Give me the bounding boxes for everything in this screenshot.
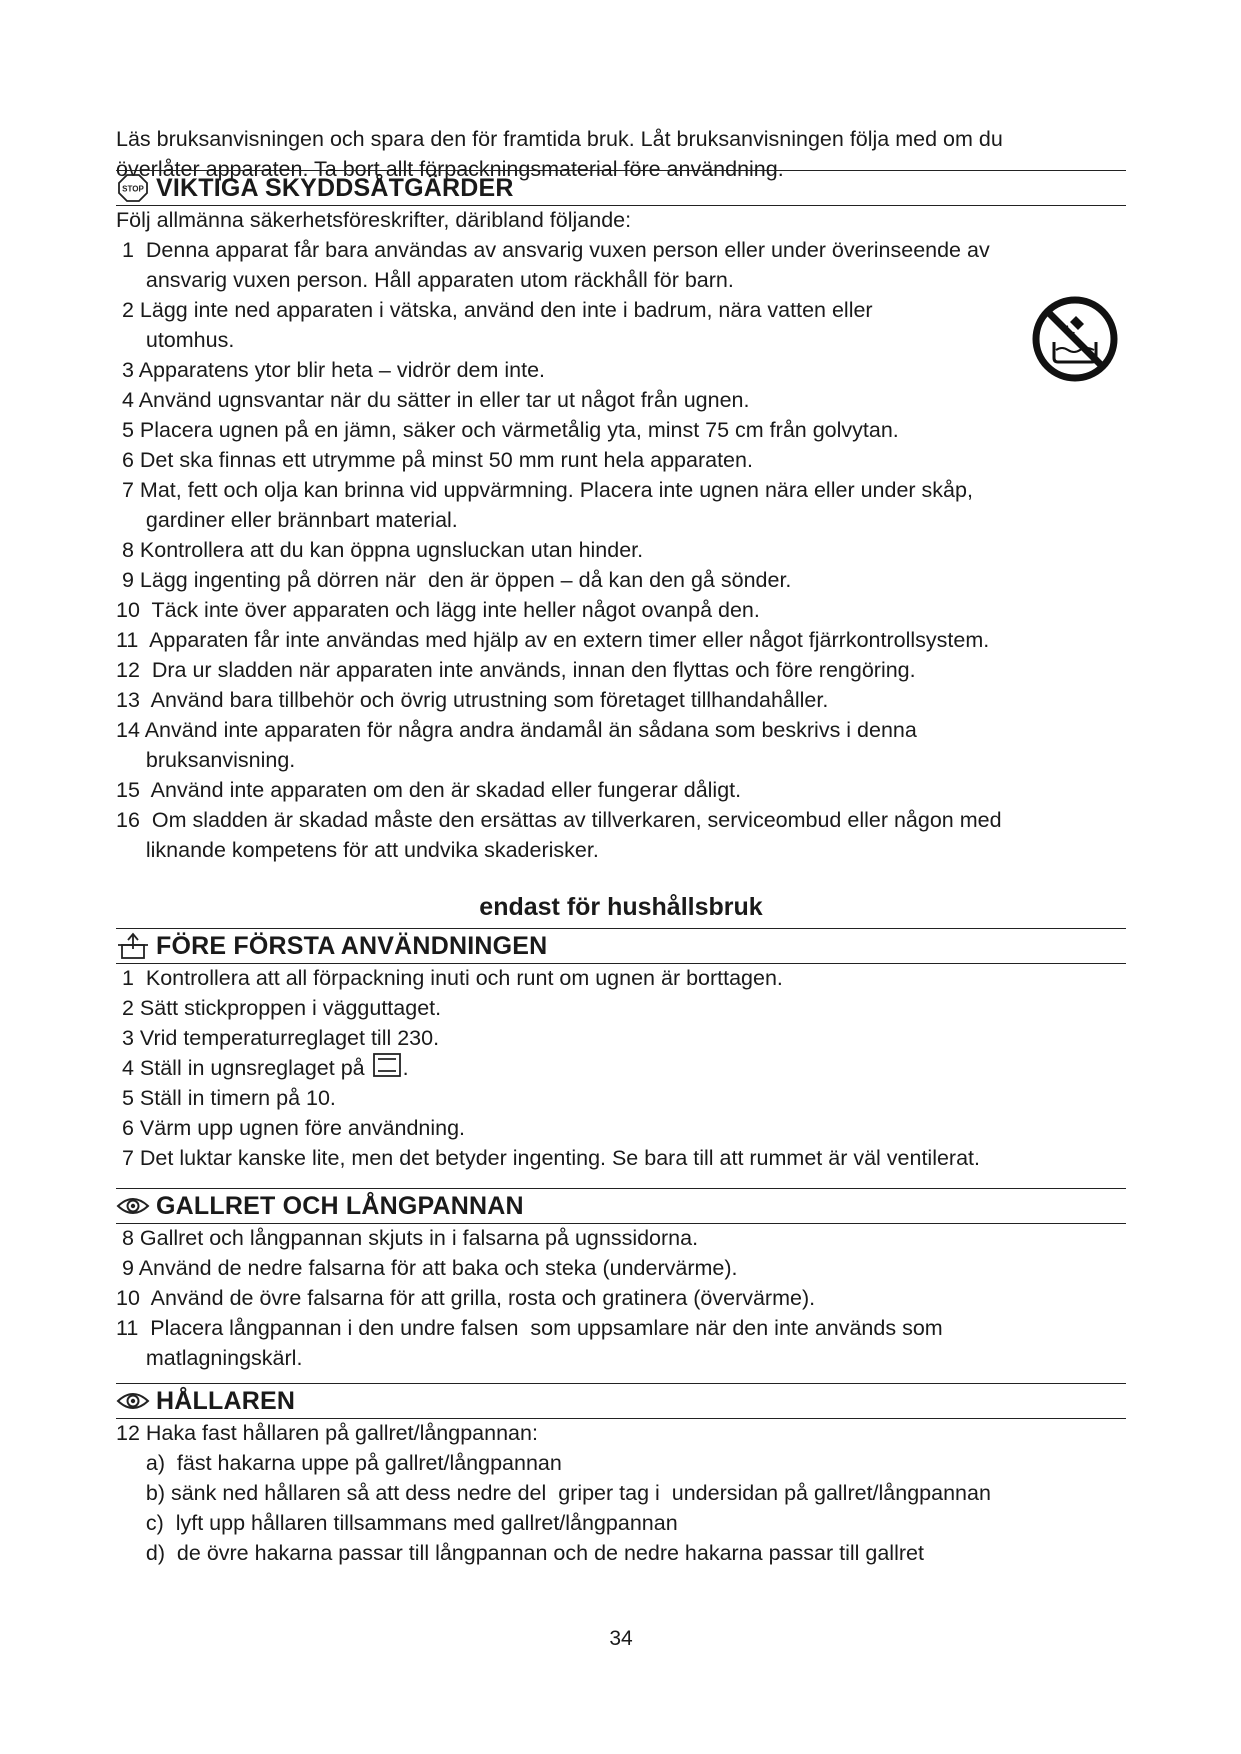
section-title: GALLRET OCH LÅNGPANNAN — [156, 1191, 524, 1220]
household-use-note: endast för hushållsbruk — [479, 893, 763, 921]
list-item: b) sänk ned hållaren så att dess nedre del griper tag i undersidan på gallret/långpannan — [116, 1481, 991, 1505]
list-item: 1 Denna apparat får bara användas av ansvarig vuxen person eller under överinseende av — [116, 238, 990, 262]
list-item: c) lyft upp hållaren tillsammans med gallret/långpannan — [116, 1511, 678, 1535]
first-use-list — [116, 963, 1126, 1173]
section-heading-safety — [116, 170, 1126, 206]
list-item: d) de övre hakarna passar till långpannan och de nedre hakarna passar till gallret — [116, 1541, 924, 1565]
section-title: FÖRE FÖRSTA ANVÄNDNINGEN — [156, 931, 548, 960]
list-item: a) fäst hakarna uppe på gallret/långpannan — [116, 1451, 562, 1475]
eye-icon — [116, 1192, 150, 1220]
list-item: 5 Ställ in timern på 10. — [116, 1086, 336, 1110]
list-item: 13 Använd bara tillbehör och övrig utrustning som företaget tillhandahåller. — [116, 688, 829, 712]
section-heading-rack — [116, 1188, 1126, 1224]
list-item: 7 Mat, fett och olja kan brinna vid uppvärmning. Placera inte ugnen nära eller under skåp, — [116, 478, 973, 502]
list-item: 8 Kontrollera att du kan öppna ugnsluckan utan hinder. — [116, 538, 644, 562]
list-item: 6 Det ska finnas ett utrymme på minst 50 mm runt hela apparaten. — [116, 448, 753, 472]
rack-list — [116, 1223, 1126, 1373]
list-item: utomhus. — [116, 328, 235, 352]
oven-both-heaters-icon — [373, 1053, 401, 1085]
list-item: 12 Haka fast hållaren på gallret/långpannan: — [116, 1421, 538, 1445]
holder-list — [116, 1418, 1126, 1568]
list-item: 11 Placera långpannan i den undre falsen som uppsamlare när den inte används som — [116, 1316, 943, 1340]
list-item-text: . — [402, 1056, 409, 1080]
list-item: 9 Använd de nedre falsarna för att baka och steka (undervärme). — [116, 1256, 738, 1280]
unpack-box-icon — [116, 932, 150, 960]
list-item: bruksanvisning. — [116, 748, 296, 772]
list-item: 15 Använd inte apparaten om den är skadad eller fungerar dåligt. — [116, 778, 742, 802]
list-item: gardiner eller brännbart material. — [116, 508, 458, 532]
safety-list — [116, 205, 1126, 865]
section-heading-holder — [116, 1383, 1126, 1419]
list-item: 2 Lägg inte ned apparaten i vätska, använd den inte i badrum, nära vatten eller — [116, 298, 873, 322]
list-item: 3 Apparatens ytor blir heta – vidrör dem inte. — [116, 358, 546, 382]
no-water-icon — [1032, 296, 1118, 382]
lead-text: Följ allmänna säkerhetsföreskrifter, däribland följande: — [116, 208, 632, 232]
list-item — [116, 1053, 1126, 1083]
list-item: 8 Gallret och långpannan skjuts in i falsarna på ugnssidorna. — [116, 1226, 699, 1250]
list-item: 1 Kontrollera att all förpackning inuti och runt om ugnen är borttagen. — [116, 966, 783, 990]
list-item-text: 4 Ställ in ugnsreglaget på — [116, 1056, 365, 1080]
stop-sign-icon — [116, 174, 150, 202]
svg-text:STOP: STOP — [122, 184, 144, 194]
list-item: 16 Om sladden är skadad måste den ersättas av tillverkaren, serviceombud eller någon med — [116, 808, 1002, 832]
page-number: 34 — [609, 1627, 633, 1650]
list-item: 12 Dra ur sladden när apparaten inte används, innan den flyttas och före rengöring. — [116, 658, 916, 682]
list-item: 14 Använd inte apparaten för några andra ändamål än sådana som beskrivs i denna — [116, 718, 917, 742]
list-item: 2 Sätt stickproppen i vägguttaget. — [116, 996, 442, 1020]
list-item: 10 Använd de övre falsarna för att grilla, rosta och gratinera (övervärme). — [116, 1286, 816, 1310]
eye-icon — [116, 1387, 150, 1415]
section-title: VIKTIGA SKYDDSÅTGÄRDER — [156, 173, 514, 202]
list-item: ansvarig vuxen person. Håll apparaten utom räckhåll för barn. — [116, 268, 734, 292]
list-item: liknande kompetens för att undvika skaderisker. — [116, 838, 599, 862]
list-item: 7 Det luktar kanske lite, men det betyder ingenting. Se bara till att rummet är väl ventilerat. — [116, 1146, 980, 1170]
list-item: 5 Placera ugnen på en jämn, säker och värmetålig yta, minst 75 cm från golvytan. — [116, 418, 899, 442]
section-title: HÅLLAREN — [156, 1386, 296, 1415]
intro-line: Läs bruksanvisningen och spara den för framtida bruk. Låt bruksanvisningen följa med om du — [116, 127, 1003, 151]
section-heading-first-use — [116, 928, 1126, 964]
intro-line: överlåter apparaten. Ta bort allt förpackningsmaterial före användning. — [116, 157, 784, 181]
list-item: 3 Vrid temperaturreglaget till 230. — [116, 1026, 440, 1050]
list-item: 11 Apparaten får inte användas med hjälp av en extern timer eller något fjärrkontrollsystem. — [116, 628, 990, 652]
list-item: 9 Lägg ingenting på dörren när den är öppen – då kan den gå sönder. — [116, 568, 792, 592]
list-item: matlagningskärl. — [116, 1346, 303, 1370]
list-item: 4 Använd ugnsvantar när du sätter in eller tar ut något från ugnen. — [116, 388, 750, 412]
list-item: 10 Täck inte över apparaten och lägg inte heller något ovanpå den. — [116, 598, 760, 622]
list-item: 6 Värm upp ugnen före användning. — [116, 1116, 466, 1140]
